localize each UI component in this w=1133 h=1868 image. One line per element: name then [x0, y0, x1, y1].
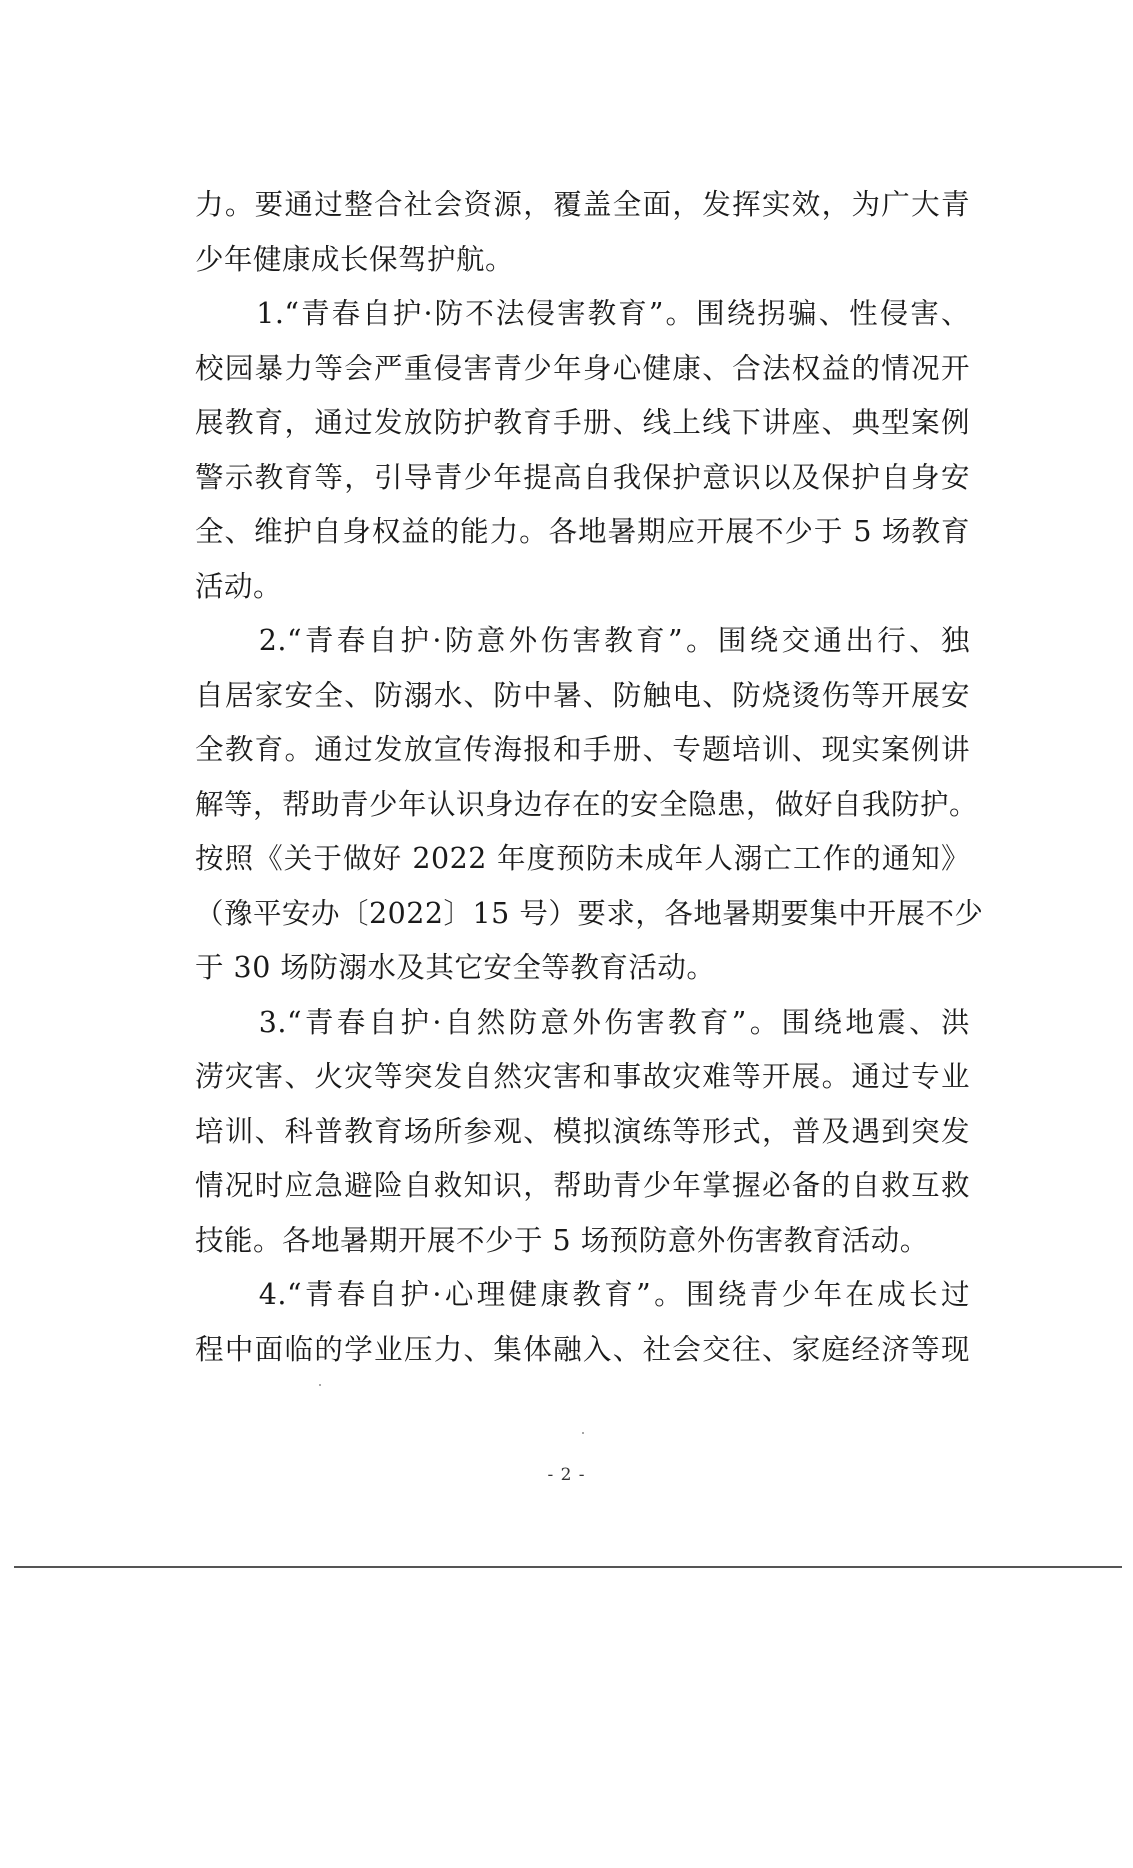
text-line-11: 全教育。通过发放宣传海报和手册、专题培训、现实案例讲 [195, 733, 970, 766]
text-line-9: 2.“青春自护·防意外伤害教育”。围绕交通出行、独 [195, 624, 970, 657]
text-line-8: 活动。 [195, 569, 283, 603]
text-line-21: 4.“青春自护·心理健康教育”。围绕青少年在成长过 [195, 1278, 970, 1311]
text-line-4: 校园暴力等会严重侵害青少年身心健康、合法权益的情况开 [195, 351, 970, 385]
text-line-18: 培训、科普教育场所参观、模拟演练等形式，普及遇到突发 [195, 1114, 970, 1148]
scan-edge-line [14, 1566, 1122, 1568]
text-line-17: 涝灾害、火灾等突发自然灾害和事故灾难等开展。通过专业 [195, 1060, 970, 1093]
text-line-20: 技能。各地暑期开展不少于 5 场预防意外伤害教育活动。 [195, 1223, 929, 1257]
scan-speck [582, 1432, 584, 1434]
body-text [195, 178, 984, 1377]
text-line-1: 力。要通过整合社会资源，覆盖全面，发挥实效，为广大青 [195, 188, 970, 221]
text-line-19: 情况时应急避险自救知识，帮助青少年掌握必备的自救互救 [195, 1169, 970, 1202]
text-line-15: 于 30 场防溺水及其它安全等教育活动。 [195, 951, 716, 984]
page-number: - 2 - [547, 1465, 586, 1485]
text-line-14: （豫平安办〔2022〕15 号）要求，各地暑期要集中开展不少 [195, 896, 984, 930]
text-line-7: 全、维护自身权益的能力。各地暑期应开展不少于 5 场教育 [195, 515, 970, 548]
text-line-3: 1.“青春自护·防不法侵害教育”。围绕拐骗、性侵害、 [195, 297, 970, 330]
text-line-5: 展教育，通过发放防护教育手册、线上线下讲座、典型案例 [195, 406, 970, 439]
text-line-16: 3.“青春自护·自然防意外伤害教育”。围绕地震、洪 [195, 1005, 970, 1039]
text-line-12: 解等，帮助青少年认识身边存在的安全隐患，做好自我防护。 [195, 787, 979, 821]
text-line-13: 按照《关于做好 2022 年度预防未成年人溺亡工作的通知》 [195, 842, 970, 875]
text-line-6: 警示教育等，引导青少年提高自我保护意识以及保护自身安 [195, 460, 970, 494]
text-line-10: 自居家安全、防溺水、防中暑、防触电、防烧烫伤等开展安 [195, 678, 970, 712]
scan-speck [319, 1384, 321, 1386]
text-line-22: 程中面临的学业压力、集体融入、社会交往、家庭经济等现 [195, 1332, 970, 1366]
text-line-2: 少年健康成长保驾护航。 [195, 242, 515, 276]
